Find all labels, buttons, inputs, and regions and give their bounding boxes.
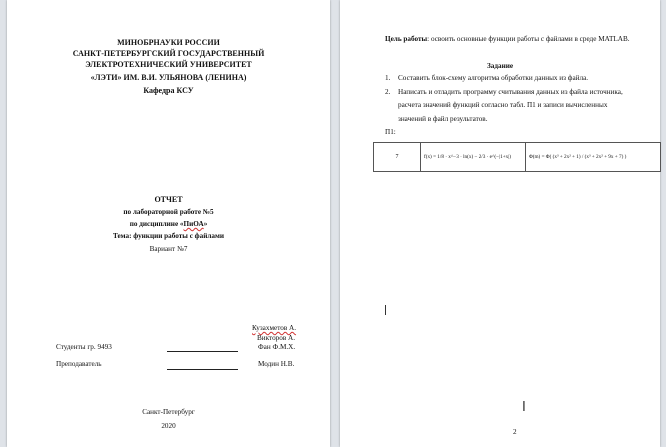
teacher-name: Модин Н.В. xyxy=(258,360,295,368)
discipline-name: ПиОА xyxy=(183,220,204,228)
i-beam-cursor-icon: I xyxy=(522,400,526,415)
footer-city: Санкт-Петербург xyxy=(142,408,195,416)
task-item-2-line3: значений в файл результатов. xyxy=(398,115,488,123)
document-page-1[interactable] xyxy=(7,0,330,447)
students-signature-line xyxy=(167,351,238,352)
report-lab-number: по лабораторной работе №5 xyxy=(123,208,214,216)
task-heading: Задание xyxy=(486,62,514,70)
phi-formula: Φ(m) = Φ( (x³ + 2x² + 1) / (x³ + 2x² + 9x + 7) ) xyxy=(529,154,627,160)
report-variant: Вариант №7 xyxy=(149,245,188,253)
discipline-suffix: » xyxy=(203,220,208,228)
student-name-2: Викторов А. xyxy=(257,334,296,342)
student-name-3: Фан Ф.М.Х. xyxy=(258,343,296,351)
students-label: Студенты гр. 9493 xyxy=(56,343,112,351)
header-ministry: МИНОБРНАУКИ РОССИИ xyxy=(117,38,220,47)
task-item-2-line1: Написать и отладить программу считывания данных из файла источника, xyxy=(398,88,623,96)
phi-formula-cell xyxy=(526,143,661,172)
table-row xyxy=(374,143,661,172)
teacher-signature-line xyxy=(167,369,238,370)
variant-table xyxy=(373,142,661,172)
report-discipline xyxy=(7,220,330,228)
document-page-2[interactable] xyxy=(340,0,660,447)
page-number: 2 xyxy=(513,428,517,436)
report-title: ОТЧЕТ xyxy=(154,195,183,204)
header-university-line2: ЭЛЕКТРОТЕХНИЧЕСКИЙ УНИВЕРСИТЕТ xyxy=(85,60,252,69)
header-department: Кафедра КСУ xyxy=(143,86,194,95)
header-university-line1: САНКТ-ПЕТЕРБУРГСКИЙ ГОСУДАРСТВЕННЫЙ xyxy=(72,49,265,58)
discipline-prefix: по дисциплине « xyxy=(129,220,184,228)
goal-text: : освоить основные функции работы с файлами в среде MATLAB. xyxy=(427,35,630,43)
task-number-1: 1. xyxy=(385,74,391,82)
f-formula-cell xyxy=(421,143,526,172)
footer-year: 2020 xyxy=(161,422,176,430)
report-theme: Тема: функции работы с файлами xyxy=(112,232,225,240)
teacher-label: Преподаватель xyxy=(56,360,102,368)
variant-number-cell: 7 xyxy=(374,143,421,172)
task-number-2: 2. xyxy=(385,88,391,96)
f-formula: f(x) = 1/8 · x^−3 · ln(x) − 2/3 · e^(−|1+x|) xyxy=(424,154,511,160)
goal-label: Цель работы xyxy=(385,35,428,43)
goal-paragraph xyxy=(385,35,630,43)
student-name-1: Кузахметов А. xyxy=(252,324,297,332)
header-university-line3: «ЛЭТИ» ИМ. В.И. УЛЬЯНОВА (ЛЕНИНА) xyxy=(90,73,247,82)
text-caret xyxy=(385,305,386,315)
table-caption: П1: xyxy=(385,128,396,136)
task-item-1: Составить блок-схему алгоритма обработки данных из файла. xyxy=(398,74,589,82)
task-item-2-line2: расчета значений функций согласно табл. П1 и записи вычисленных xyxy=(398,101,608,109)
